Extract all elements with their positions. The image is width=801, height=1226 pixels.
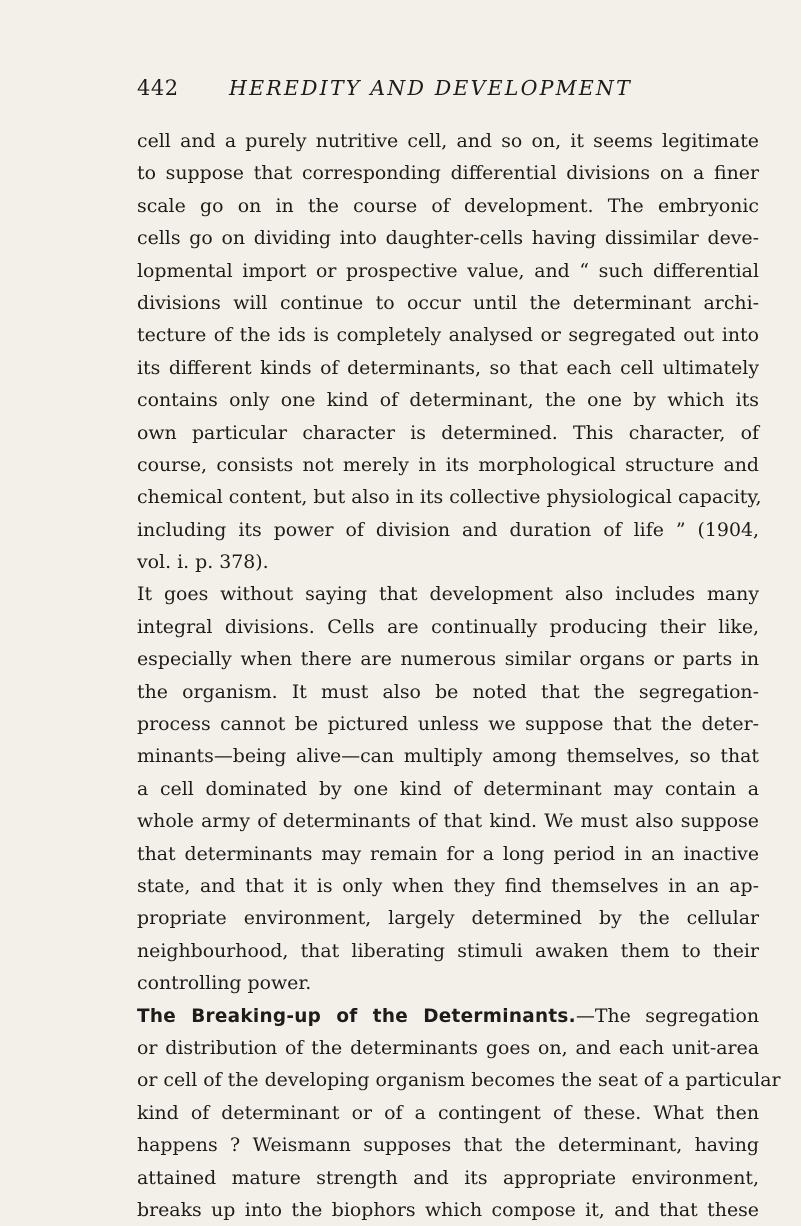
text-line: cell and a purely nutritive cell, and so on, it seems legitimate	[137, 130, 759, 152]
text-line: state, and that it is only when they find themselves in an ap-	[137, 874, 759, 897]
text-line: breaks up into the biophors which compose it, and that these	[137, 1198, 759, 1221]
text-line: It goes without saying that development also includes many	[137, 583, 759, 606]
text-line: the organism. It must also be noted that the segregation-	[137, 680, 759, 703]
text-line: kind of determinant or of a contingent of these. What then	[137, 1101, 759, 1124]
text-line: controlling power.	[137, 972, 312, 995]
paragraph-2	[137, 578, 759, 999]
text-line: whole army of determinants of that kind. We must also suppose	[137, 810, 759, 833]
text-line: course, consists not merely in its morphological structure and	[137, 453, 759, 476]
text-line: integral divisions. Cells are continually producing their like,	[137, 615, 759, 638]
text-line	[137, 1000, 759, 1032]
text-line: scale go on in the course of development. The embryonic	[137, 194, 759, 217]
text-line: chemical content, but also in its collective physiological capacity,	[137, 486, 762, 509]
text-line: attained mature strength and its appropriate environment,	[137, 1166, 759, 1189]
page-number: 442	[137, 76, 179, 100]
text-line: including its power of division and duration of life ” (1904,	[137, 518, 759, 541]
text-line: happens ? Weismann supposes that the determinant, having	[137, 1134, 759, 1157]
heading-line-rest: —The segregation	[575, 1004, 759, 1027]
text-line: cells go on dividing into daughter-cells having dissimilar deve-	[137, 227, 759, 250]
text-line: especially when there are numerous similar organs or parts in	[137, 648, 759, 671]
body-text	[137, 125, 781, 1226]
text-line: divisions will continue to occur until the determinant archi-	[137, 291, 759, 314]
text-line: tecture of the ids is completely analysed or segregated out into	[137, 324, 759, 347]
page-header	[137, 76, 777, 106]
section-heading: The Breaking-up of the Determinants.	[137, 1005, 576, 1027]
text-line: contains only one kind of determinant, the one by which its	[137, 389, 759, 412]
text-line: propriate environment, largely determined by the cellular	[137, 907, 759, 930]
text-line: lopmental import or prospective value, and “ such differential	[137, 259, 759, 282]
text-line: or distribution of the determinants goes on, and each unit-area	[137, 1036, 759, 1059]
text-line: neighbourhood, that liberating stimuli awaken them to their	[137, 939, 759, 962]
paragraph-3	[137, 1000, 781, 1226]
text-line: vol. i. p. 378).	[137, 551, 269, 574]
text-line: or cell of the developing organism becomes the seat of a particular	[137, 1069, 781, 1092]
paragraph-1	[137, 125, 762, 578]
text-line: that determinants may remain for a long period in an inactive	[137, 842, 759, 865]
text-line: its different kinds of determinants, so that each cell ultimately	[137, 356, 759, 379]
text-line: to suppose that corresponding differential divisions on a finer	[137, 162, 759, 185]
text-line: a cell dominated by one kind of determinant may contain a	[137, 777, 759, 800]
text-line: minants—being alive—can multiply among themselves, so that	[137, 745, 759, 768]
running-title: HEREDITY AND DEVELOPMENT	[229, 76, 632, 100]
text-line: own particular character is determined. This character, of	[137, 421, 759, 444]
text-line: process cannot be pictured unless we suppose that the deter-	[137, 713, 759, 736]
